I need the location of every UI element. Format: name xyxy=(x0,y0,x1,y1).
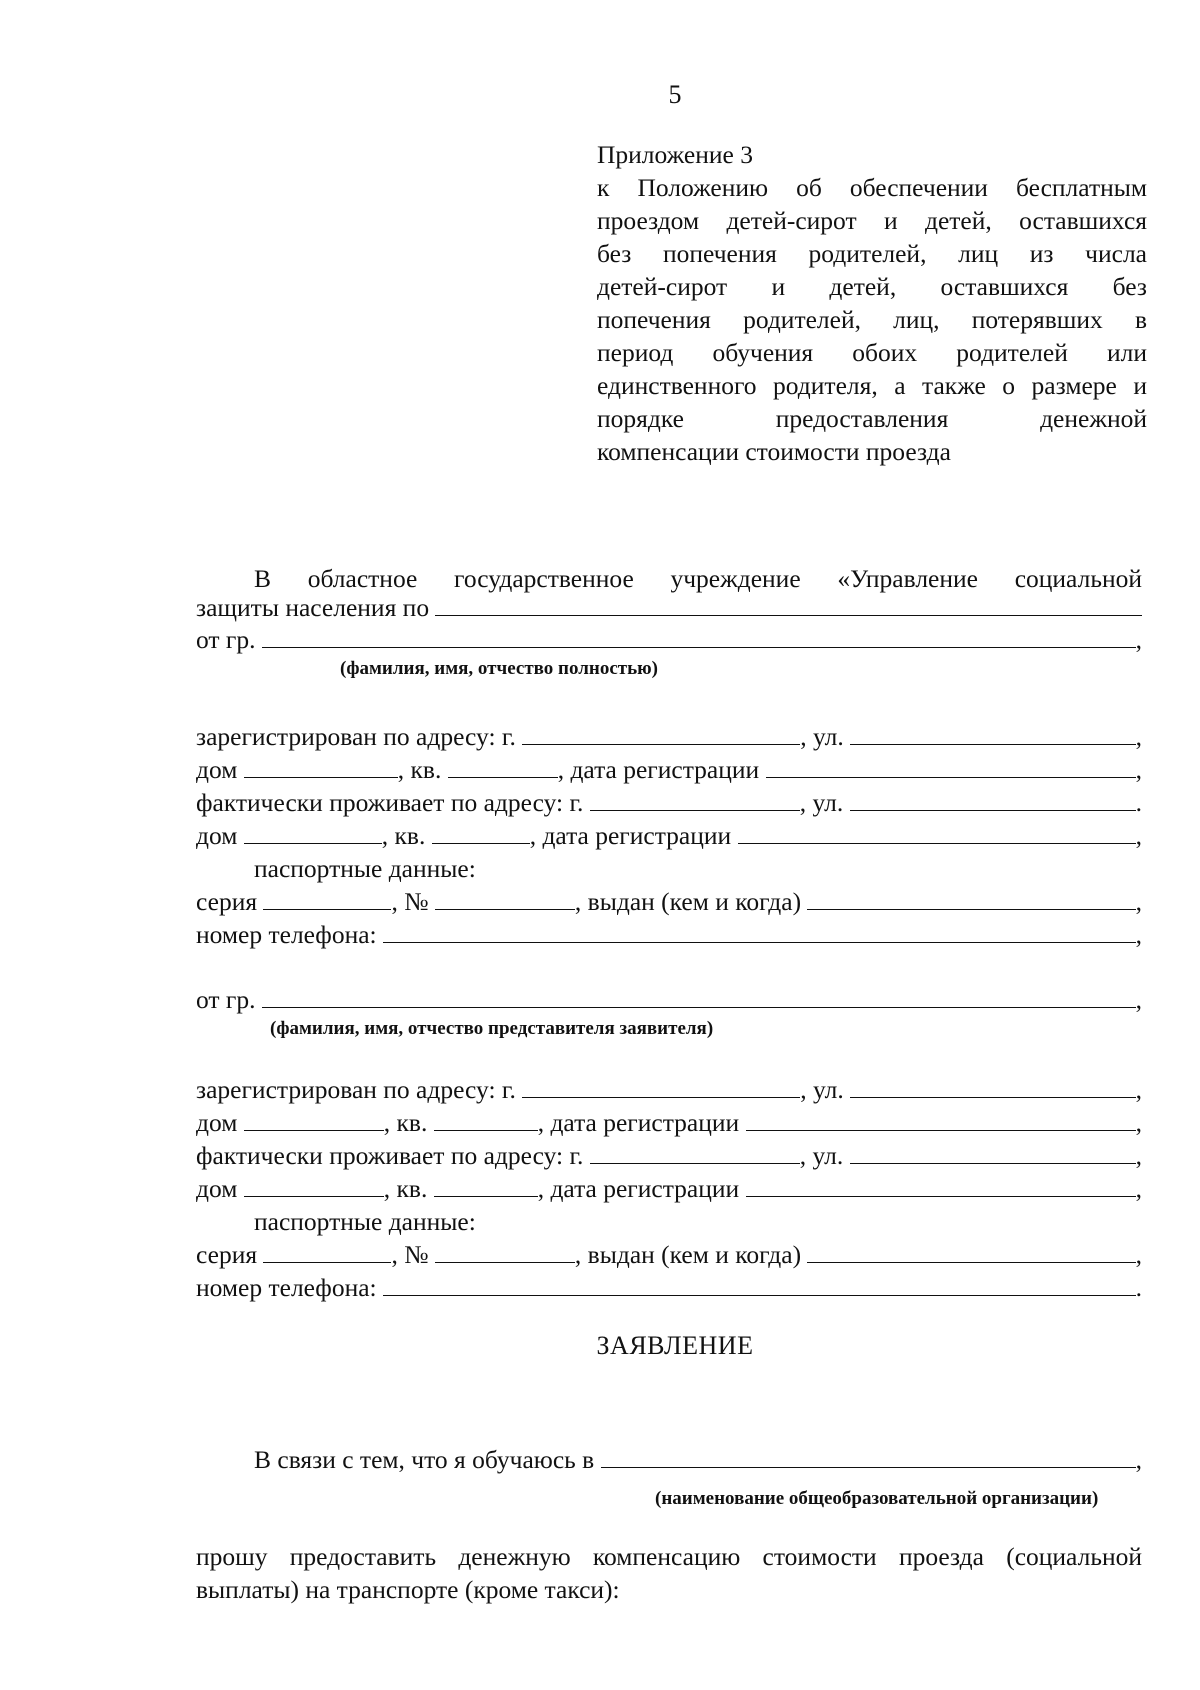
phone-field[interactable] xyxy=(383,922,1136,943)
issued-label: , выдан (кем и когда) xyxy=(574,887,802,916)
regdate-label: , дата регистрации xyxy=(557,755,760,784)
phone-row xyxy=(196,920,1142,950)
reg-house-field[interactable] xyxy=(244,757,398,778)
reg-address-label: зарегистрирован по адресу: г. xyxy=(196,722,516,751)
reg-city-field[interactable] xyxy=(522,724,800,745)
reg-flat-field[interactable] xyxy=(448,757,558,778)
flat-label: , кв. xyxy=(383,1174,428,1203)
passport-label: паспортные данные: xyxy=(254,1207,476,1236)
comma: , xyxy=(1135,1240,1142,1269)
annex-line: компенсации стоимости проезда xyxy=(597,437,951,466)
house-label: дом xyxy=(196,1108,238,1137)
annex-line: период обучения обоих родителей или xyxy=(597,338,1147,367)
street-label: , ул. xyxy=(799,788,844,817)
rep-actual-address-row xyxy=(196,1141,1142,1171)
actual-city-field[interactable] xyxy=(590,790,800,811)
annex-line: без попечения родителей, лиц из числа xyxy=(597,239,1147,268)
reg-house-row xyxy=(196,755,1142,785)
comma: , xyxy=(1135,625,1142,654)
passport-label: паспортные данные: xyxy=(254,854,476,883)
regdate-label: , дата регистрации xyxy=(537,1174,740,1203)
school-caption: (наименование общеобразовательной организации) xyxy=(655,1488,1099,1509)
actual-house-row xyxy=(196,821,1142,851)
page-number: 5 xyxy=(668,80,682,109)
annex-title: Приложение 3 xyxy=(597,140,753,169)
rep-reg-date-field[interactable] xyxy=(746,1110,1136,1131)
comma: , xyxy=(1135,985,1142,1014)
representative-name-row xyxy=(196,985,1142,1015)
actual-street-field[interactable] xyxy=(850,790,1136,811)
reg-address-label: зарегистрирован по адресу: г. xyxy=(196,1075,516,1104)
annex-line: единственного родителя, а также о размере и xyxy=(597,371,1147,400)
comma: , xyxy=(1135,1141,1142,1170)
regdate-label: , дата регистрации xyxy=(529,821,732,850)
flat-label: , кв. xyxy=(383,1108,428,1137)
reg-date-field[interactable] xyxy=(766,757,1136,778)
regdate-label: , дата регистрации xyxy=(537,1108,740,1137)
reg-street-field[interactable] xyxy=(850,724,1136,745)
comma: , xyxy=(1135,821,1142,850)
actual-house-field[interactable] xyxy=(244,823,382,844)
issued-label: , выдан (кем и когда) xyxy=(574,1240,802,1269)
rep-passport-issued-field[interactable] xyxy=(807,1242,1135,1263)
rep-phone-row xyxy=(196,1273,1142,1303)
series-label: серия xyxy=(196,1240,258,1269)
flat-label: , кв. xyxy=(397,755,442,784)
actual-flat-field[interactable] xyxy=(432,823,530,844)
series-label: серия xyxy=(196,887,258,916)
annex-line: порядке предоставления денежной xyxy=(597,404,1147,433)
number-label: , № xyxy=(391,1240,429,1269)
rep-passport-row xyxy=(196,1240,1142,1270)
addressee-line: В областное государственное учреждение «Управление социальной xyxy=(254,564,1142,593)
house-label: дом xyxy=(196,755,238,784)
passport-row xyxy=(196,887,1142,917)
school-field[interactable] xyxy=(601,1447,1136,1468)
rep-actual-flat-field[interactable] xyxy=(434,1176,538,1197)
annex-line: попечения родителей, лиц, потерявших в xyxy=(597,305,1147,334)
annex-block xyxy=(597,138,1147,468)
comma: , xyxy=(1135,1108,1142,1137)
statement-title: ЗАЯВЛЕНИЕ xyxy=(596,1331,754,1360)
comma: , xyxy=(1135,1445,1142,1474)
from-label: от гр. xyxy=(196,625,256,654)
rep-reg-house-field[interactable] xyxy=(244,1110,384,1131)
rep-actual-house-field[interactable] xyxy=(244,1176,384,1197)
rep-reg-house-row xyxy=(196,1108,1142,1138)
street-label: , ул. xyxy=(799,1141,844,1170)
passport-heading-row xyxy=(254,854,1142,884)
applicant-name-row xyxy=(196,625,1142,655)
comma: , xyxy=(1135,1075,1142,1104)
rep-actual-house-row xyxy=(196,1174,1142,1204)
addressee-dept-row xyxy=(196,593,1142,623)
rep-passport-number-field[interactable] xyxy=(435,1242,575,1263)
rep-reg-address-row xyxy=(196,1075,1142,1105)
dot: . xyxy=(1135,788,1142,817)
passport-number-field[interactable] xyxy=(435,889,575,910)
request-line: прошу предоставить денежную компенсацию стоимости проезда (социальной xyxy=(196,1542,1142,1571)
house-label: дом xyxy=(196,1174,238,1203)
applicant-name-field[interactable] xyxy=(262,627,1136,648)
passport-issued-field[interactable] xyxy=(807,889,1135,910)
passport-series-field[interactable] xyxy=(263,889,391,910)
study-label: В связи с тем, что я обучаюсь в xyxy=(254,1445,595,1474)
phone-label: номер телефона: xyxy=(196,1273,377,1302)
addressee-dept-label: защиты населения по xyxy=(196,593,430,622)
reg-address-row xyxy=(196,722,1142,752)
dot: . xyxy=(1135,1273,1142,1302)
comma: , xyxy=(1135,887,1142,916)
rep-actual-date-field[interactable] xyxy=(746,1176,1136,1197)
rep-actual-street-field[interactable] xyxy=(850,1143,1136,1164)
actual-address-label: фактически проживает по адресу: г. xyxy=(196,1141,584,1170)
applicant-name-caption: (фамилия, имя, отчество полностью) xyxy=(340,658,658,679)
rep-passport-heading-row xyxy=(254,1207,1142,1237)
house-label: дом xyxy=(196,821,238,850)
comma: , xyxy=(1135,755,1142,784)
street-label: , ул. xyxy=(800,722,844,751)
comma: , xyxy=(1135,722,1142,751)
study-row xyxy=(254,1445,1142,1475)
rep-reg-flat-field[interactable] xyxy=(434,1110,538,1131)
rep-actual-city-field[interactable] xyxy=(590,1143,800,1164)
request-line: выплаты) на транспорте (кроме такси): xyxy=(196,1575,620,1604)
comma: , xyxy=(1135,1174,1142,1203)
dept-field[interactable] xyxy=(435,595,1142,616)
representative-name-field[interactable] xyxy=(262,987,1136,1008)
phone-label: номер телефона: xyxy=(196,920,377,949)
from-label: от гр. xyxy=(196,985,256,1014)
annex-line: проездом детей-сирот и детей, оставшихся xyxy=(597,206,1147,235)
comma: , xyxy=(1135,920,1142,949)
number-label: , № xyxy=(391,887,429,916)
actual-address-row xyxy=(196,788,1142,818)
flat-label: , кв. xyxy=(381,821,426,850)
street-label: , ул. xyxy=(800,1075,844,1104)
rep-reg-street-field[interactable] xyxy=(850,1077,1136,1098)
annex-line: к Положению об обеспечении бесплатным xyxy=(597,173,1147,202)
actual-date-field[interactable] xyxy=(738,823,1136,844)
representative-name-caption: (фамилия, имя, отчество представителя заявителя) xyxy=(270,1018,714,1039)
rep-reg-city-field[interactable] xyxy=(522,1077,800,1098)
rep-phone-field[interactable] xyxy=(383,1275,1136,1296)
annex-line: детей-сирот и детей, оставшихся без xyxy=(597,272,1147,301)
rep-passport-series-field[interactable] xyxy=(263,1242,391,1263)
actual-address-label: фактически проживает по адресу: г. xyxy=(196,788,584,817)
